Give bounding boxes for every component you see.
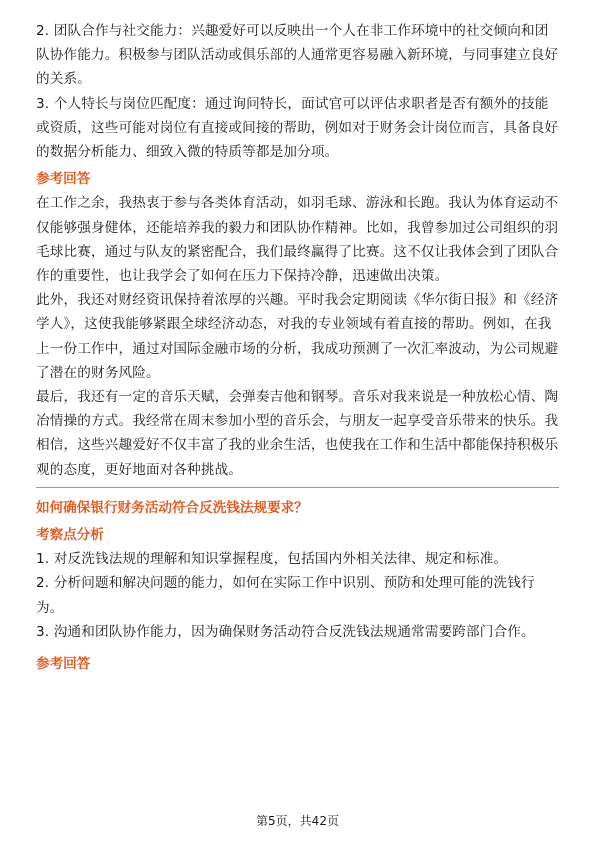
criterion-skill-match: 3. 个人特长与岗位匹配度：通过询问特长，面试官可以评估求职者是否有额外的技能或资质，这些可能对岗位有直接或间接的帮助，例如对于财务会计岗位而言，具备良好的数据分析能力、细致入微的特质等都是加分项。 [36,95,559,161]
analysis-heading: 考察点分析 [36,527,104,544]
document-page [36,19,559,676]
question-title: 如何确保银行财务活动符合反洗钱法规要求？ [36,499,308,516]
analysis-item-knowledge: 1. 对反洗钱法规的理解和知识掌握程度，包括国内外相关法律、规定和标准。 [36,551,508,568]
analysis-item-problem-solving: 2. 分析问题和解决问题的能力，如何在实际工作中识别、预防和处理可能的洗钱行为。 [36,575,535,616]
criterion-teamwork: 2. 团队合作与社交能力：兴趣爱好可以反映出一个人在非工作环境中的社交倾向和团队协作能力。积极参与团队活动或俱乐部的人通常更容易融入新环境，与同事建立良好的关系。 [36,23,559,88]
section-divider [36,487,559,488]
answer-paragraph-finance: 此外，我还对财经资讯保持着浓厚的兴趣。平时我会定期阅读《华尔街日报》和《经济学人》，这使我能够紧跟全球经济动态，对我的专业领域有着直接的帮助。例如，在我上一份工作中，通过对国际金融市场的分析，我成功预测了一次汇率波动，为公司规避了潜在的财务风险。 [36,292,559,381]
page-number: 第5页，共42页 [256,814,339,828]
question-answer-heading: 参考回答 [36,656,91,673]
analysis-item-teamwork: 3. 沟通和团队协作能力，因为确保财务活动符合反洗钱法规通常需要跨部门合作。 [36,623,535,640]
answer-paragraph-music: 最后，我还有一定的音乐天赋，会弹奏吉他和钢琴。音乐对我来说是一种放松心情、陶冶情操的方式。我经常在周末参加小型的音乐会，与朋友一起享受音乐带来的快乐。我相信，这些兴趣爱好不仅丰富了我的业余生活，也使我在工作和生活中都能保持积极乐观的态度，更好地面对各种挑战。 [36,389,559,478]
answer-paragraph-sports: 在工作之余，我热衷于参与各类体育活动，如羽毛球、游泳和长跑。我认为体育运动不仅能够强身健体，还能培养我的毅力和团队协作精神。比如，我曾参加过公司组织的羽毛球比赛，通过与队友的紧密配合，我们最终赢得了比赛。这不仅让我体会到了团队合作的重要性，也让我学会了如何在压力下保持冷静，迅速做出决策。 [36,195,559,285]
answer-heading: 参考回答 [36,171,91,188]
